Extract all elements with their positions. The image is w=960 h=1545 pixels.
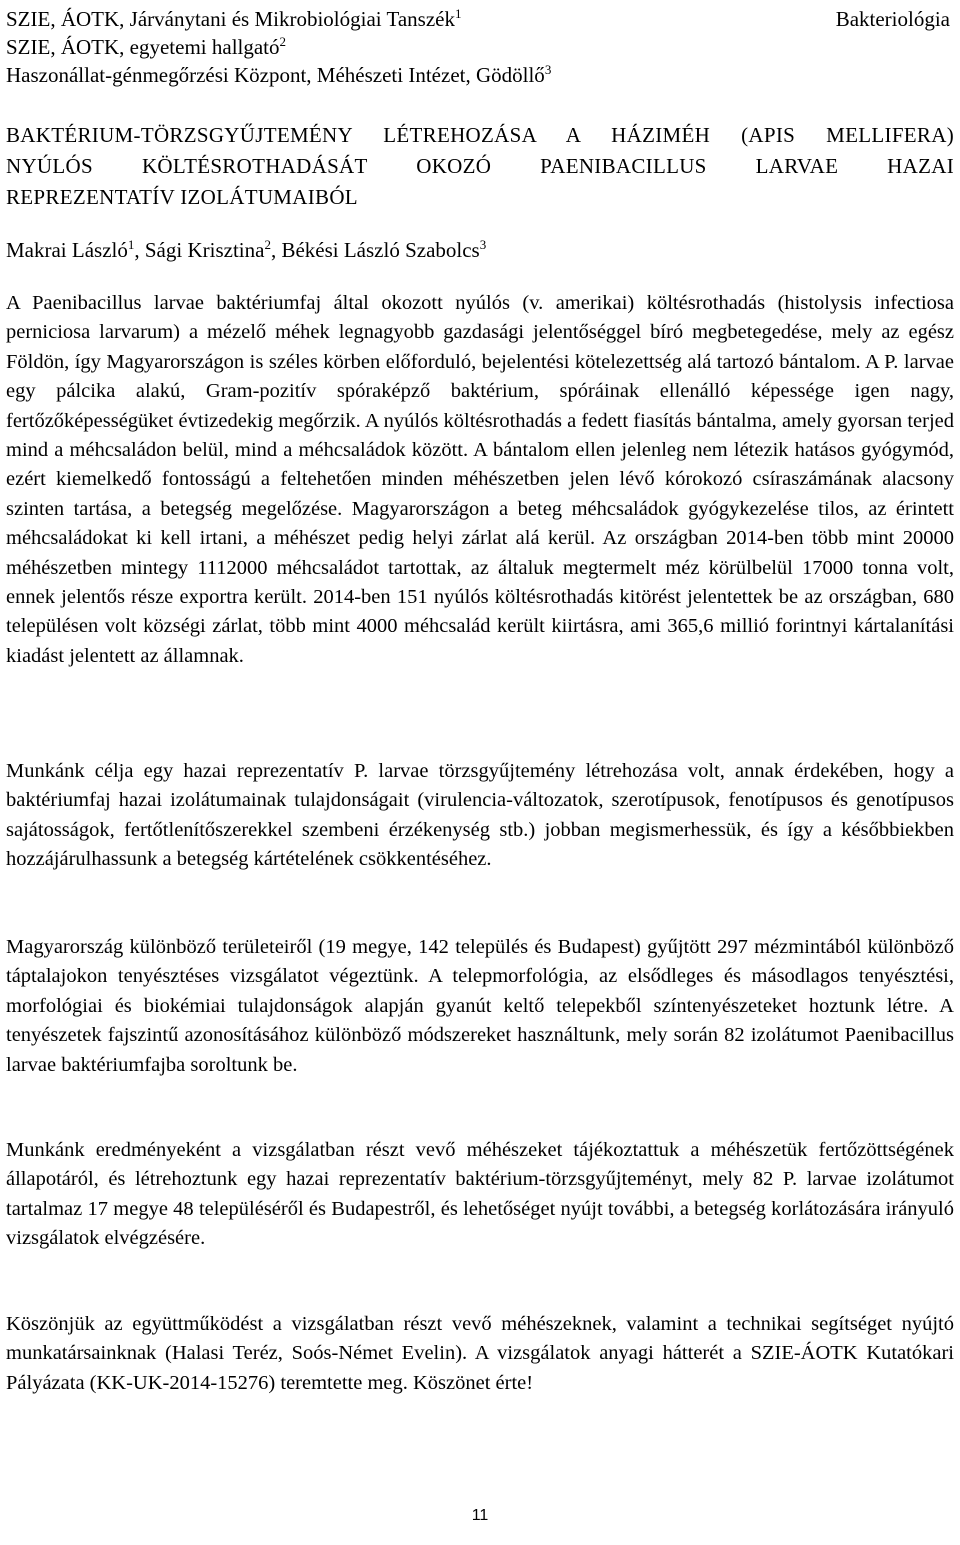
title-line-1: BAKTÉRIUM-TÖRZSGYŰJTEMÉNY LÉTREHOZÁSA A HÁZIMÉH (APIS MELLIFERA) (6, 123, 954, 147)
paper-title (6, 120, 954, 213)
author-list: Makrai László$^1$, Sági Krisztina$^2$, Békési László Szabolcs$^3$ (6, 237, 487, 262)
author-name: Békési László Szabolcs (281, 238, 480, 262)
affiliation-1: SZIE, ÁOTK, Járványtani és Mikrobiológiai Tanszék$^1$ (6, 6, 462, 31)
abstract-paragraph-4: Munkánk eredményeként a vizsgálatban részt vevő méhészeket tájékoztattuk a méhészetük fertőzöttségének állapotáról, és létrehoztunk egy hazai reprezentatív baktérium-törzsgyűjteményt, mely 82 P. larvae izolátumot tartalmaz 17 megye 48 településéről és Budapestről, és lehetőséget nyújt további, a betegség korlátozására irányuló vizsgálatok elvégzésére. (6, 1139, 954, 1250)
abstract-paragraph-2: Munkánk célja egy hazai reprezentatív P. larvae törzsgyűjtemény létrehozása volt, annak érdekében, hogy a baktériumfaj hazai izolátumainak tulajdonságait (virulencia-változatok, szerotípusok, fenotípusos és genotípusos sajátosságok, fertőtlenítőszerekkel szembeni érzékenység stb.) jobban megismerhessük, és így a későbbiekben hozzájárulhassunk a betegség kártételének csökkentéséhez. (6, 760, 954, 871)
category-label: Bakteriológia (835, 7, 950, 31)
title-line-3: REPREZENTATÍV IZOLÁTUMAIBÓL (6, 185, 358, 209)
abstract-paragraph-1: A Paenibacillus larvae baktériumfaj által okozott nyúlós (v. amerikai) költésrothadás (histolysis infectiosa perniciosa larvarum) a mézelő méhek legnagyobb gazdasági jelentőséggel bíró megbetegedése, mely az egész Földön, így Magyarországon is széles körben előforduló, bejelentési kötelezettség alá tartozó bántalom. A P. larvae egy pálcika alakú, Gram-pozitív spóraképző baktérium, spóráinak ellenálló képessége igen nagy, fertőzőképességüket évtizedekig megőrzik. A nyúlós költésrothadás a fedett fiasítás bántalma, amely gyorsan terjed mind a méhcsaládon belül, mind a méhcsaládok között. A bántalom ellen jelenleg nem létezik hatásos gyógymód, ezért kiemelkedő fontosságú a feltehetően minden méhészetben jelen lévő kórokozó csíraszámának alacsony szinten tartása, a betegség megelőzése. Magyarországon a beteg méhcsaládok gyógykezelése tilos, az érintett méhcsaládokat ki kell irtani, a méhészet pedig helyi zárlat alá kerül. Az országban 2014-ben több mint 20000 méhészetben mintegy 1112000 méhcsaládot tartottak, az általuk megtermelt méz körülbelül 17000 tonna volt, ennek jelentős része exportra került. 2014-ben 151 nyúlós költésrothadás kitörést jelentettek be az országban, 680 településen volt községi zárlat, több mint 4000 méhcsalád került kiirtásra, ami 365,6 millió forintnyi kártalanítási kiadást jelentett az államnak. (6, 292, 954, 667)
title-line-2: NYÚLÓS KÖLTÉSROTHADÁSÁT OKOZÓ PAENIBACILLUS LARVAE HAZAI (6, 154, 954, 178)
page-number: 11 (471, 1507, 489, 1524)
abstract-paragraph-3: Magyarország különböző területeiről (19 megye, 142 település és Budapest) gyűjtött 297 mézmintából különböző táptalajokon tenyésztéses vizsgálatot végeztünk. A telepmorfológia, az elsődleges és másodlagos tenyésztési, morfológiai és biokémiai tulajdonságok alapján gyanút keltő telepekből színtenyészeteket hoztunk létre. A tenyészetek fajszintű azonosításához különböző módszereket használtunk, mely során 82 izolátumot Paenibacillus larvae baktériumfajba soroltunk be. (6, 936, 954, 1076)
affiliation-2: SZIE, ÁOTK, egyetemi hallgató$^2$ (6, 34, 287, 59)
affiliation-3: Haszonállat-génmegőrzési Központ, Méhészeti Intézet, Gödöllő$^3$ (6, 62, 552, 87)
acknowledgement-paragraph: Köszönjük az együttműködést a vizsgálatban részt vevő méhészeknek, valamint a technikai segítséget nyújtó munkatársainknak (Halasi Teréz, Soós-Német Evelin). A vizsgálatok anyagi hátterét a SZIE-ÁOTK Kutatókari Pályázata (KK-UK-2014-15276) teremtette meg. Köszönet érte! (6, 1313, 954, 1394)
author-name: Makrai László (6, 238, 128, 262)
author-name: Sági Krisztina (144, 238, 265, 262)
